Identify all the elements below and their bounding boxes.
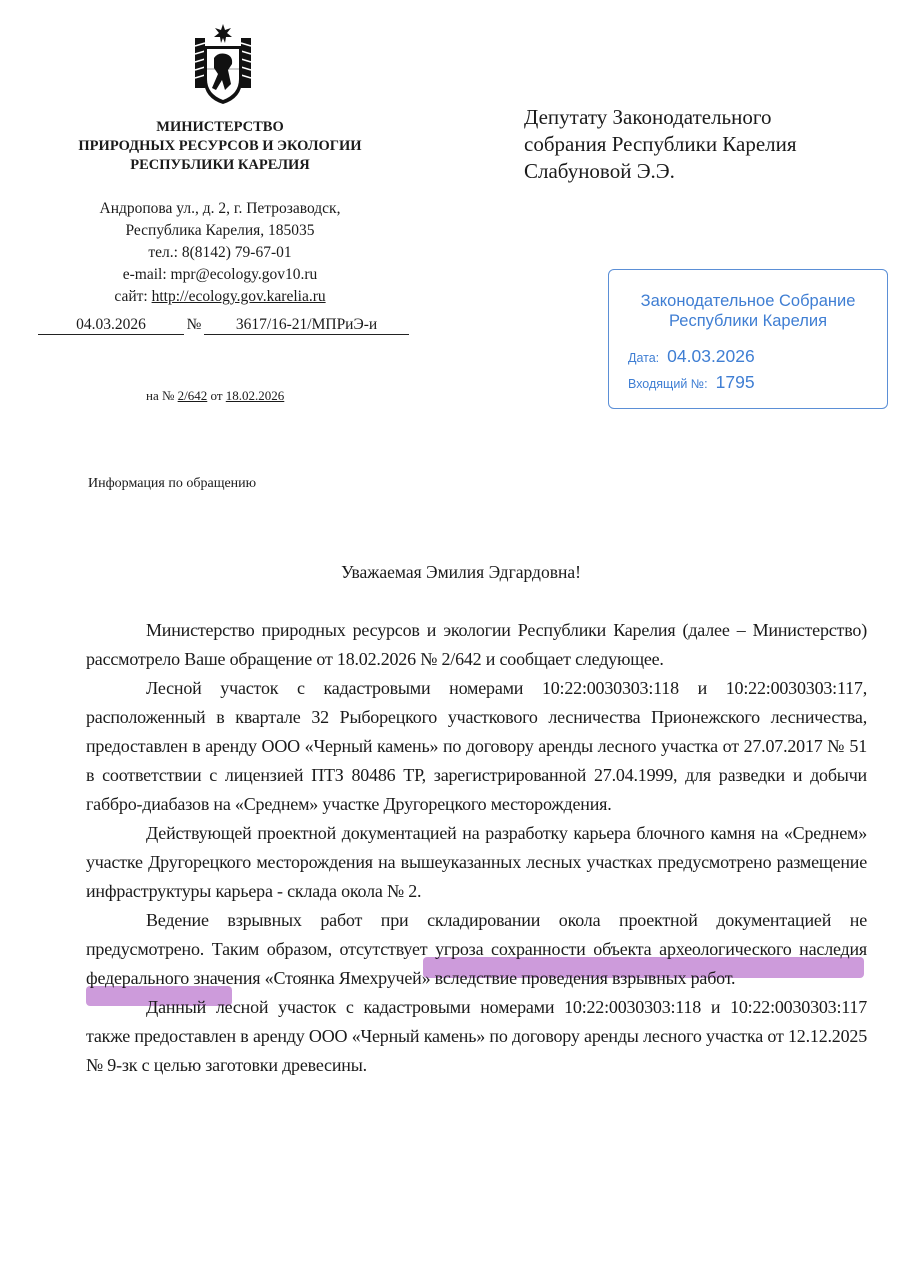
incoming-registration-stamp — [608, 269, 888, 409]
outgoing-number: 3617/16-21/МПРиЭ-и — [204, 316, 409, 335]
email: e-mail: mpr@ecology.gov10.ru — [122, 266, 318, 283]
stamp-org-line: Законодательное Собрание — [640, 292, 856, 310]
reply-date: 18.02.2026 — [225, 388, 285, 403]
stamp-organization — [609, 291, 887, 331]
recipient-line: собрания Республики Карелия — [524, 132, 797, 156]
stamp-date-row — [628, 346, 755, 367]
address-line: Андропова ул., д. 2, г. Петрозаводск, — [99, 200, 341, 217]
body-paragraph: Действующей проектной документацией на разработку карьера блочного камня на «Среднем» участке Другорецкого месторождения на вышеуказанных лесных участках предусмотрено размещение инфраструктуры карьера - склада окола № 2. — [86, 823, 867, 901]
website-link[interactable]: http://ecology.gov.karelia.ru — [151, 288, 326, 305]
body-paragraph: Министерство природных ресурсов и экологии Республики Карелия (далее – Министерство) рассмотрело Ваше обращение от 18.02.2026 № 2/642 и сообщает следующее. — [86, 620, 867, 669]
outgoing-registration-line — [38, 316, 410, 338]
website — [30, 286, 410, 308]
reply-number: 2/642 — [177, 388, 208, 403]
body-paragraph: Ведение взрывных работ при складировании окола проектной документацией не предусмотрено. Таким образом, отсутствует угроза сохранности объекта археологического наследия федерального значения «Стоянка Ямехручей» вследствие проведения взрывных работ. — [86, 910, 867, 988]
outgoing-date: 04.03.2026 — [38, 316, 184, 335]
recipient-line: Депутату Законодательного — [524, 105, 772, 129]
ministry-name — [30, 118, 410, 175]
karelia-coat-of-arms-icon — [192, 24, 254, 106]
recipient-block — [524, 104, 884, 185]
sender-address-block — [30, 198, 410, 308]
ministry-line: ПРИРОДНЫХ РЕСУРСОВ И ЭКОЛОГИИ — [78, 138, 362, 154]
ministry-line: РЕСПУБЛИКИ КАРЕЛИЯ — [130, 157, 310, 173]
stamp-date-value: 04.03.2026 — [667, 346, 755, 366]
ministry-line: МИНИСТЕРСТВО — [156, 119, 284, 135]
address-line: Республика Карелия, 185035 — [125, 222, 315, 239]
stamp-incoming-row — [628, 372, 755, 393]
stamp-incoming-value: 1795 — [715, 372, 755, 392]
reply-from: от — [210, 388, 223, 403]
salutation: Уважаемая Эмилия Эдгардовна! — [341, 562, 581, 582]
stamp-date-label: Дата: — [628, 351, 660, 365]
reply-reference — [146, 388, 284, 404]
letter-body — [86, 616, 867, 1080]
website-label: сайт: — [114, 288, 152, 305]
stamp-org-line: Республики Карелия — [668, 312, 828, 330]
number-sign: № — [186, 316, 202, 333]
body-paragraph: Лесной участок с кадастровыми номерами 10:22:0030303:118 и 10:22:0030303:117, расположенный в квартале 32 Рыборецкого участкового лесничества Прионежского лесничества, предоставлен в аренду ООО «Черный камень» по договору аренды лесного участка от 27.07.2017 № 51 в соответствии с лицензией ПТЗ 80486 ТР, зарегистрированной 27.04.1999, для разведки и добычи габбро-диабазов на «Среднем» участке Другорецкого месторождения. — [86, 678, 867, 814]
letter-subject: Информация по обращению — [88, 476, 257, 491]
stamp-incoming-label: Входящий №: — [628, 377, 708, 391]
phone: тел.: 8(8142) 79-67-01 — [148, 244, 292, 261]
recipient-line: Слабуновой Э.Э. — [524, 159, 675, 183]
reply-prefix: на № — [146, 388, 175, 403]
body-paragraph: Данный лесной участок с кадастровыми номерами 10:22:0030303:118 и 10:22:0030303:117 также предоставлен в аренду ООО «Черный камень» по договору аренды лесного участка от 12.12.2025 № 9-зк с целью заготовки древесины. — [86, 997, 867, 1075]
